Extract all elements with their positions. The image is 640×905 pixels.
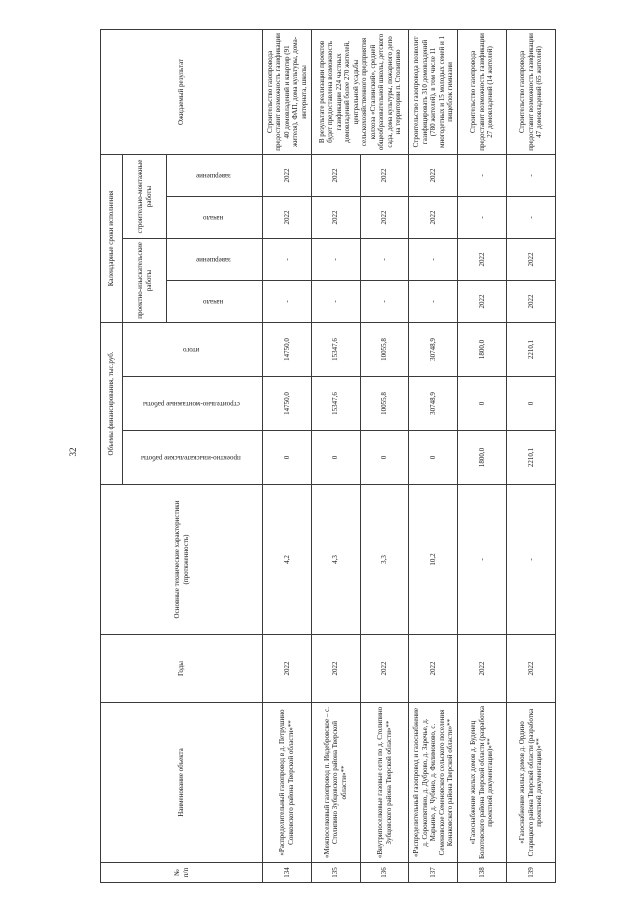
row-fin-construction: 10055,8 [360, 377, 409, 431]
row-design-start: - [263, 280, 312, 322]
row-expected-result: Строительство газопровода предоставит возможность газификации 47 домовладений (65 жителей) [507, 29, 556, 154]
row-expected-result: Строительство газопровода предоставит возможность газификации 27 домовладений (14 жителей) [458, 29, 507, 154]
row-design-start: 2022 [458, 280, 507, 322]
table-row [263, 29, 312, 882]
row-design-start: - [360, 280, 409, 322]
row-fin-construction: 0 [458, 377, 507, 431]
row-fin-construction: 14750,0 [263, 377, 312, 431]
row-construction-start: 2022 [311, 196, 360, 238]
row-fin-construction: 30748,9 [409, 377, 458, 431]
row-years: 2022 [263, 635, 312, 703]
table-row [311, 29, 360, 882]
row-object-name: «Распределительный газопровод и газоснабжение д. Сорокопятино, д. Дуброво, д. Заречье, д. Марьино, д. Чубино, д. Филимоново, с. Семеновское Семеновского сельского поселения Конаковского района Тверской области»** [409, 703, 458, 863]
header-construction-end: завершение [167, 154, 263, 196]
row-design-start: - [311, 280, 360, 322]
row-design-end: - [311, 238, 360, 280]
row-fin-total: 15347,6 [311, 322, 360, 376]
row-design-end: 2022 [458, 238, 507, 280]
table-row [507, 29, 556, 882]
row-construction-end: - [458, 154, 507, 196]
row-fin-design: 2210,1 [507, 431, 556, 485]
header-specs: Основные технические характеристики (протяженность) [101, 485, 263, 635]
row-object-name: «Газоснабжение жилых домов д. Ордино Старицкого района Тверской области (разработка проектной документации)»** [507, 703, 556, 863]
row-fin-total: 1800,0 [458, 322, 507, 376]
row-construction-end: 2022 [409, 154, 458, 196]
row-construction-start: - [507, 196, 556, 238]
row-object-name: «Газоснабжение жилых домов д. Буденец Болотовского района Тверской области (разработка проектной документации)»** [458, 703, 507, 863]
row-years: 2022 [360, 635, 409, 703]
table-row [409, 29, 458, 882]
row-specs: 3,3 [360, 485, 409, 635]
row-fin-design: 0 [263, 431, 312, 485]
row-num: 135 [311, 863, 360, 883]
header-design-start: начало [167, 280, 263, 322]
header-sched-design: проектно-изыскательские работы [123, 238, 167, 322]
row-design-end: - [409, 238, 458, 280]
row-specs: 4,2 [263, 485, 312, 635]
row-design-start: - [409, 280, 458, 322]
row-design-end: - [263, 238, 312, 280]
row-specs: 4,3 [311, 485, 360, 635]
row-fin-construction: 15347,6 [311, 377, 360, 431]
row-construction-start: - [458, 196, 507, 238]
table-row [458, 29, 507, 882]
row-expected-result: В результате реализации проектов будет предоставлена возможность газификации 224 частных домовладений более 270 жителей, центральной усадьбы сельскохозяйственного предприятия колхоза «Сталинский», средней общеобразовательной школы, детского сада, дома культуры, пожарного депо на территории п. Столипино [311, 29, 409, 154]
row-construction-end: 2022 [360, 154, 409, 196]
header-construction-start: начало [167, 196, 263, 238]
row-specs: - [458, 485, 507, 635]
header-expected-result: Ожидаемый результат [101, 29, 263, 154]
row-years: 2022 [409, 635, 458, 703]
row-construction-end: - [507, 154, 556, 196]
row-object-name: «Внутрипоселковые газовые сети по д. Столипино Зубцовского района Тверской области»** [360, 703, 409, 863]
row-fin-total: 14750,0 [263, 322, 312, 376]
page-number: 32 [68, 447, 78, 457]
row-years: 2022 [311, 635, 360, 703]
row-num: 136 [360, 863, 409, 883]
row-num: 139 [507, 863, 556, 883]
row-years: 2022 [507, 635, 556, 703]
header-num: № п/п [101, 863, 263, 883]
row-fin-design: 0 [409, 431, 458, 485]
row-fin-total: 2210,1 [507, 322, 556, 376]
row-fin-design: 0 [360, 431, 409, 485]
row-object-name: «Межпоселковый газопровод п. Индебровское – с. Столипино Зубцовского района Тверской области»** [311, 703, 360, 863]
header-fin-total: итого [123, 322, 263, 376]
row-fin-total: 10055,8 [360, 322, 409, 376]
header-object-name: Наименование объекта [101, 703, 263, 863]
table-row [360, 29, 409, 882]
header-years: Годы [101, 635, 263, 703]
header-design-end: завершение [167, 238, 263, 280]
rotated-table-container [100, 30, 556, 883]
header-schedule: Календарные сроки исполнения [101, 154, 123, 322]
row-construction-start: 2022 [409, 196, 458, 238]
row-design-start: 2022 [507, 280, 556, 322]
row-design-end: 2022 [507, 238, 556, 280]
row-fin-construction: 0 [507, 377, 556, 431]
row-fin-total: 30748,9 [409, 322, 458, 376]
row-num: 138 [458, 863, 507, 883]
row-construction-start: 2022 [360, 196, 409, 238]
row-construction-end: 2022 [263, 154, 312, 196]
row-years: 2022 [458, 635, 507, 703]
header-fin-design: проектно-изыскательские работы [123, 431, 263, 485]
header-fin-construction: строительно-монтажные работы [123, 377, 263, 431]
row-construction-end: 2022 [311, 154, 360, 196]
row-expected-result: Строительство газопровода предоставит возможность газификации 40 домовладений и квартир (91 жителя), ФАП, дома культуры, дома-интерната, школы [263, 29, 312, 154]
row-num: 134 [263, 863, 312, 883]
row-construction-start: 2022 [263, 196, 312, 238]
row-design-end: - [360, 238, 409, 280]
header-sched-construction: строительно-монтажные работы [123, 154, 167, 238]
row-num: 137 [409, 863, 458, 883]
row-fin-design: 1800,0 [458, 431, 507, 485]
row-object-name: «Распределительный газопровод в д. Петрушино Сонковского района Тверской области»** [263, 703, 312, 863]
row-specs: 10,2 [409, 485, 458, 635]
header-financing: Объемы финансирования, тыс.руб. [101, 322, 123, 484]
gasification-objects-table [100, 29, 556, 883]
row-fin-design: 0 [311, 431, 360, 485]
row-expected-result: Строительство газопровода позволит газифицировать 310 домовладений (780 жителей), в том числе 11 многодетных и 15 молодых семей и 1 пищеблок гимназии [409, 29, 458, 154]
row-specs: - [507, 485, 556, 635]
